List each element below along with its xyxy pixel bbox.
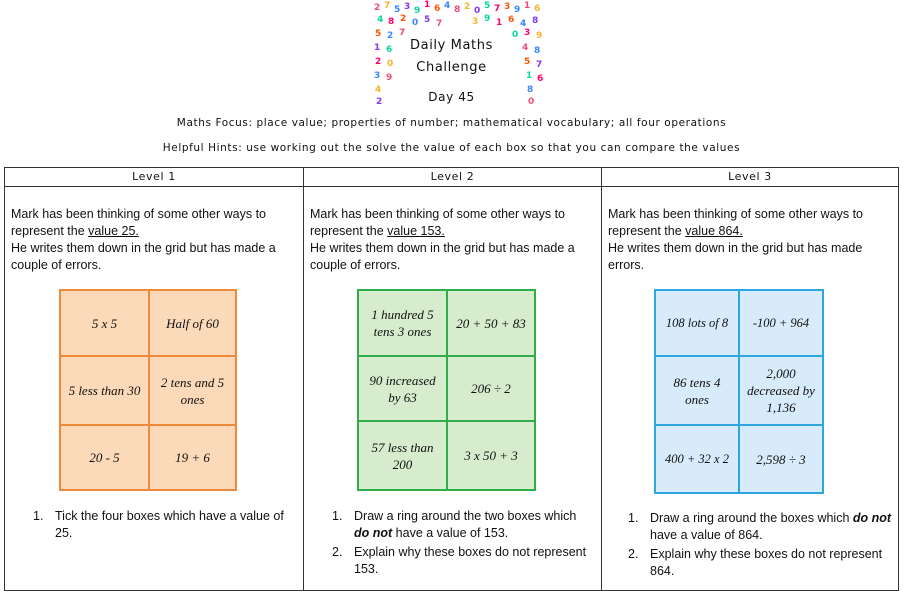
level-3-cell-1[interactable]: 108 lots of 8 — [665, 315, 729, 330]
svg-text:5: 5 — [424, 15, 431, 25]
svg-text:6: 6 — [534, 4, 541, 14]
svg-text:3: 3 — [524, 28, 531, 38]
svg-text:1: 1 — [424, 0, 431, 10]
svg-text:3: 3 — [374, 71, 381, 81]
svg-text:6: 6 — [386, 45, 393, 55]
level-2-grid — [357, 289, 536, 491]
level-3-questions — [628, 510, 892, 582]
level-2-column — [304, 168, 602, 590]
level-3-question-2: 2. Explain why these boxes do not represent 864. — [628, 547, 883, 578]
level-1-cell-6[interactable]: 19 + 6 — [175, 450, 210, 465]
level-2-heading: Level 2 — [304, 168, 601, 187]
svg-text:7: 7 — [536, 60, 543, 70]
svg-text:6: 6 — [508, 15, 515, 25]
svg-text:5: 5 — [394, 5, 401, 15]
svg-text:0: 0 — [528, 97, 535, 106]
level-2-cell-1[interactable]: 1 hundred 5 tens 3 ones — [371, 307, 434, 339]
svg-text:2: 2 — [376, 97, 383, 106]
level-1-cell-1[interactable]: 5 x 5 — [91, 315, 118, 331]
svg-text:5: 5 — [484, 1, 491, 11]
level-3-intro-value: value 864. — [685, 224, 743, 238]
level-2-cell-4[interactable]: 206 ÷ 2 — [471, 381, 511, 396]
level-2-cell-5[interactable]: 57 less than 200 — [371, 439, 434, 472]
svg-text:9: 9 — [536, 31, 543, 41]
svg-text:1: 1 — [496, 18, 503, 28]
level-1-intro-value: value 25. — [88, 224, 139, 238]
svg-text:3: 3 — [404, 2, 411, 12]
title-line-1: Daily Maths — [410, 38, 493, 53]
svg-text:3: 3 — [504, 2, 511, 12]
svg-text:0: 0 — [474, 6, 481, 16]
svg-text:7: 7 — [384, 1, 391, 11]
svg-text:6: 6 — [537, 74, 544, 84]
svg-text:9: 9 — [386, 73, 393, 83]
level-3-cell-6[interactable]: 2,598 ÷ 3 — [756, 451, 806, 467]
level-3-heading: Level 3 — [602, 168, 898, 187]
svg-text:8: 8 — [534, 46, 541, 56]
svg-text:5: 5 — [375, 29, 382, 39]
level-2-intro — [310, 206, 595, 274]
level-1-heading: Level 1 — [5, 168, 303, 187]
level-1-question-1: 1. Tick the four boxes which have a value of 25. — [33, 509, 284, 540]
level-1-cell-3[interactable]: 5 less than 30 — [68, 383, 141, 398]
level-1-questions — [33, 508, 295, 544]
level-2-question-1: 1. Draw a ring around the two boxes which do not have a value of 153. — [332, 509, 577, 540]
level-2-cell-3[interactable]: 90 increased by 63 — [369, 372, 436, 405]
level-3-intro-a: Mark has been thinking of some other ways to represent the — [608, 207, 863, 238]
level-1-cell-4[interactable]: 2 tens and 5 ones — [160, 374, 225, 407]
svg-text:7: 7 — [494, 4, 501, 14]
level-1-intro-a: Mark has been thinking of some other ways to represent the — [11, 207, 266, 238]
svg-text:0: 0 — [387, 59, 394, 69]
svg-text:7: 7 — [436, 19, 443, 29]
level-2-questions — [332, 508, 594, 580]
level-1-intro — [11, 206, 297, 274]
svg-text:4: 4 — [375, 85, 382, 95]
level-3-cell-2[interactable]: -100 + 964 — [752, 315, 810, 330]
level-1-intro-b: He writes them down in the grid but has made a couple of errors. — [11, 241, 276, 272]
svg-text:9: 9 — [484, 14, 491, 24]
svg-text:8: 8 — [454, 5, 461, 15]
svg-text:2: 2 — [375, 57, 382, 67]
level-2-intro-b: He writes them down in the grid but has made a couple of errors. — [310, 241, 575, 272]
svg-text:4: 4 — [377, 15, 384, 25]
svg-text:8: 8 — [532, 16, 539, 26]
svg-text:4: 4 — [522, 43, 529, 53]
svg-text:5: 5 — [524, 57, 531, 67]
level-3-intro-b: He writes them down in the grid but has made errors. — [608, 241, 863, 272]
svg-text:2: 2 — [387, 31, 394, 41]
svg-text:7: 7 — [399, 28, 406, 38]
level-1-cell-5[interactable]: 20 - 5 — [89, 450, 120, 465]
level-2-intro-a: Mark has been thinking of some other ways to represent the — [310, 207, 565, 238]
level-3-cell-4[interactable]: 2,000 decreased by 1,136 — [747, 366, 815, 415]
svg-text:9: 9 — [514, 5, 521, 15]
svg-text:0: 0 — [512, 30, 519, 40]
svg-text:2: 2 — [374, 3, 381, 13]
svg-text:8: 8 — [388, 17, 395, 27]
svg-text:3: 3 — [472, 17, 479, 27]
level-3-intro — [608, 206, 892, 274]
svg-text:4: 4 — [520, 19, 527, 29]
svg-text:1: 1 — [524, 1, 531, 11]
svg-text:9: 9 — [414, 6, 421, 16]
level-2-question-2: 2. Explain why these boxes do not represent 153. — [332, 545, 587, 576]
svg-text:6: 6 — [434, 4, 441, 14]
level-1-cell-2[interactable]: Half of 60 — [166, 315, 219, 331]
svg-text:0: 0 — [412, 18, 419, 28]
title-line-2: Challenge — [416, 60, 487, 75]
svg-text:1: 1 — [374, 43, 381, 53]
level-3-cell-5[interactable]: 400 + 32 x 2 — [665, 451, 729, 466]
svg-text:2: 2 — [400, 14, 407, 24]
level-1-column — [5, 168, 304, 590]
level-3-cell-3[interactable]: 86 tens 4 ones — [673, 374, 721, 407]
level-3-grid — [654, 289, 824, 494]
day-label: Day 45 — [428, 90, 475, 104]
svg-text:4: 4 — [444, 1, 451, 11]
svg-text:1: 1 — [526, 71, 533, 81]
level-3-question-1: 1. Draw a ring around the boxes which do not have a value of 864. — [628, 511, 892, 542]
helpful-hints: Helpful Hints: use working out the solve the value of each box so that you can compare the values — [162, 142, 741, 154]
svg-text:2: 2 — [464, 2, 471, 12]
level-2-intro-value: value 153. — [387, 224, 445, 238]
levels-table — [4, 167, 899, 591]
level-1-grid — [59, 289, 237, 491]
maths-focus: Maths Focus: place value; properties of number; mathematical vocabulary; all four operations — [176, 117, 727, 129]
level-2-cell-6[interactable]: 3 x 50 + 3 — [464, 448, 518, 463]
level-2-cell-2[interactable]: 20 + 50 + 83 — [456, 315, 526, 331]
svg-text:8: 8 — [527, 85, 534, 95]
level-3-column — [602, 168, 898, 590]
